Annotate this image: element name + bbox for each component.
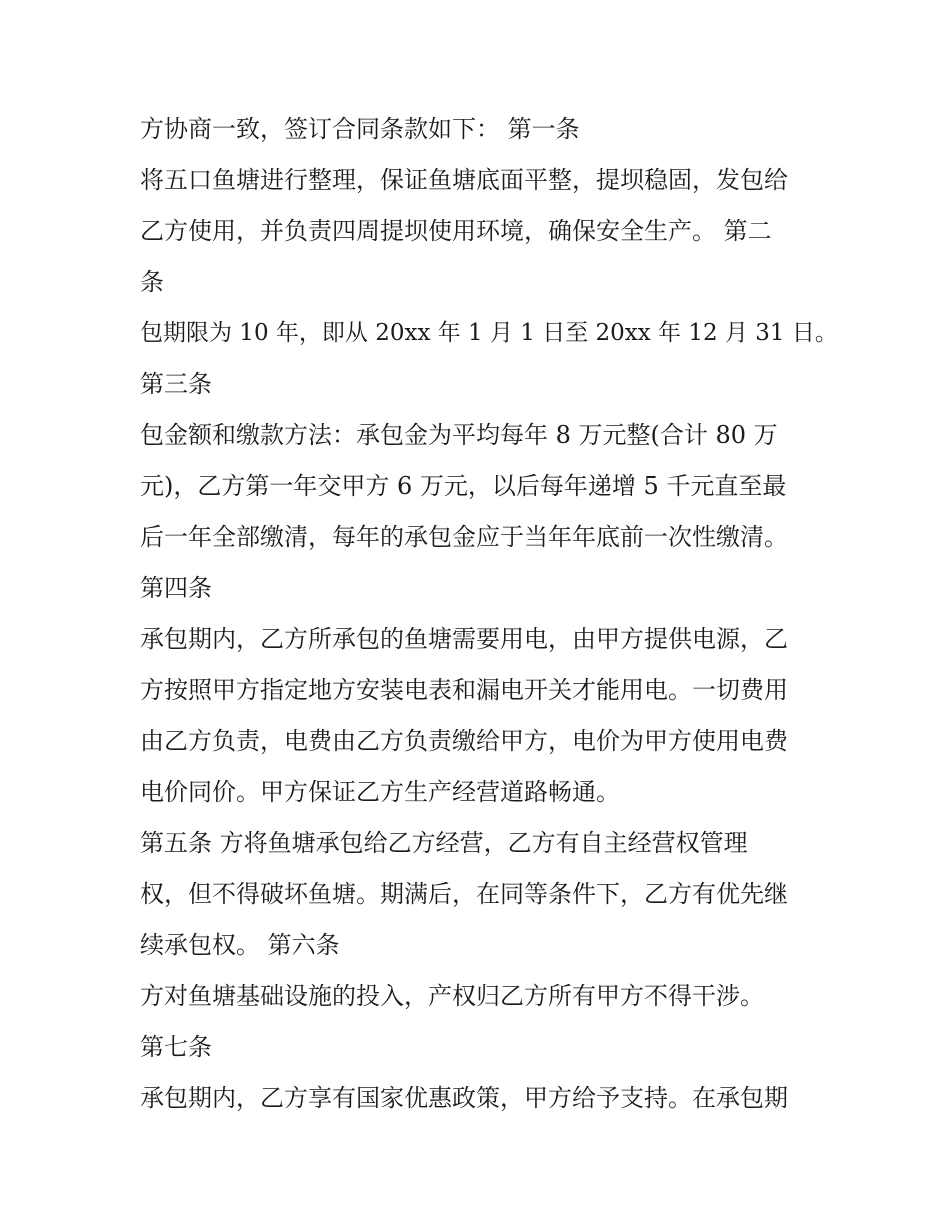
text-line: 包期限为 10 年，即从 20xx 年 1 月 1 日至 20xx 年 12 月 31 日。 — [140, 320, 838, 346]
text-line: 权，但不得破坏鱼塘。期满后，在同等条件下，乙方有优先继 — [140, 880, 788, 908]
text-line: 续承包权。 第六条 — [140, 931, 340, 959]
text-line: 由乙方负责，电费由乙方负责缴给甲方，电价为甲方使用电费 — [140, 727, 788, 755]
text-line: 承包期内，乙方享有国家优惠政策，甲方给予支持。在承包期 — [140, 1084, 788, 1112]
text-line: 第七条 — [140, 1033, 212, 1061]
text-line: 元)，乙方第一年交甲方 6 万元，以后每年递增 5 千元直至最 — [140, 472, 787, 500]
text-line: 方协商一致，签订合同条款如下： 第一条 — [140, 115, 580, 143]
text-line: 条 — [140, 268, 164, 296]
text-line: 承包期内，乙方所承包的鱼塘需要用电，由甲方提供电源，乙 — [140, 625, 788, 653]
text-line: 乙方使用，并负责四周提坝使用环境，确保安全生产。 第二 — [140, 217, 772, 245]
text-line: 包金额和缴款方法：承包金为平均每年 8 万元整(合计 80 万 — [140, 421, 778, 449]
text-line: 第四条 — [140, 574, 212, 602]
text-line: 方对鱼塘基础设施的投入，产权归乙方所有甲方不得干涉。 — [140, 982, 764, 1010]
text-line: 后一年全部缴清，每年的承包金应于当年年底前一次性缴清。 — [140, 523, 788, 551]
text-line: 第三条 — [140, 370, 212, 398]
text-line: 将五口鱼塘进行整理，保证鱼塘底面平整，提坝稳固，发包给 — [140, 166, 788, 194]
document-body — [140, 104, 840, 1124]
text-line: 方按照甲方指定地方安装电表和漏电开关才能用电。一切费用 — [140, 676, 788, 704]
text-line: 第五条 方将鱼塘承包给乙方经营，乙方有自主经营权管理 — [140, 829, 748, 857]
text-line: 电价同价。甲方保证乙方生产经营道路畅通。 — [140, 778, 620, 806]
